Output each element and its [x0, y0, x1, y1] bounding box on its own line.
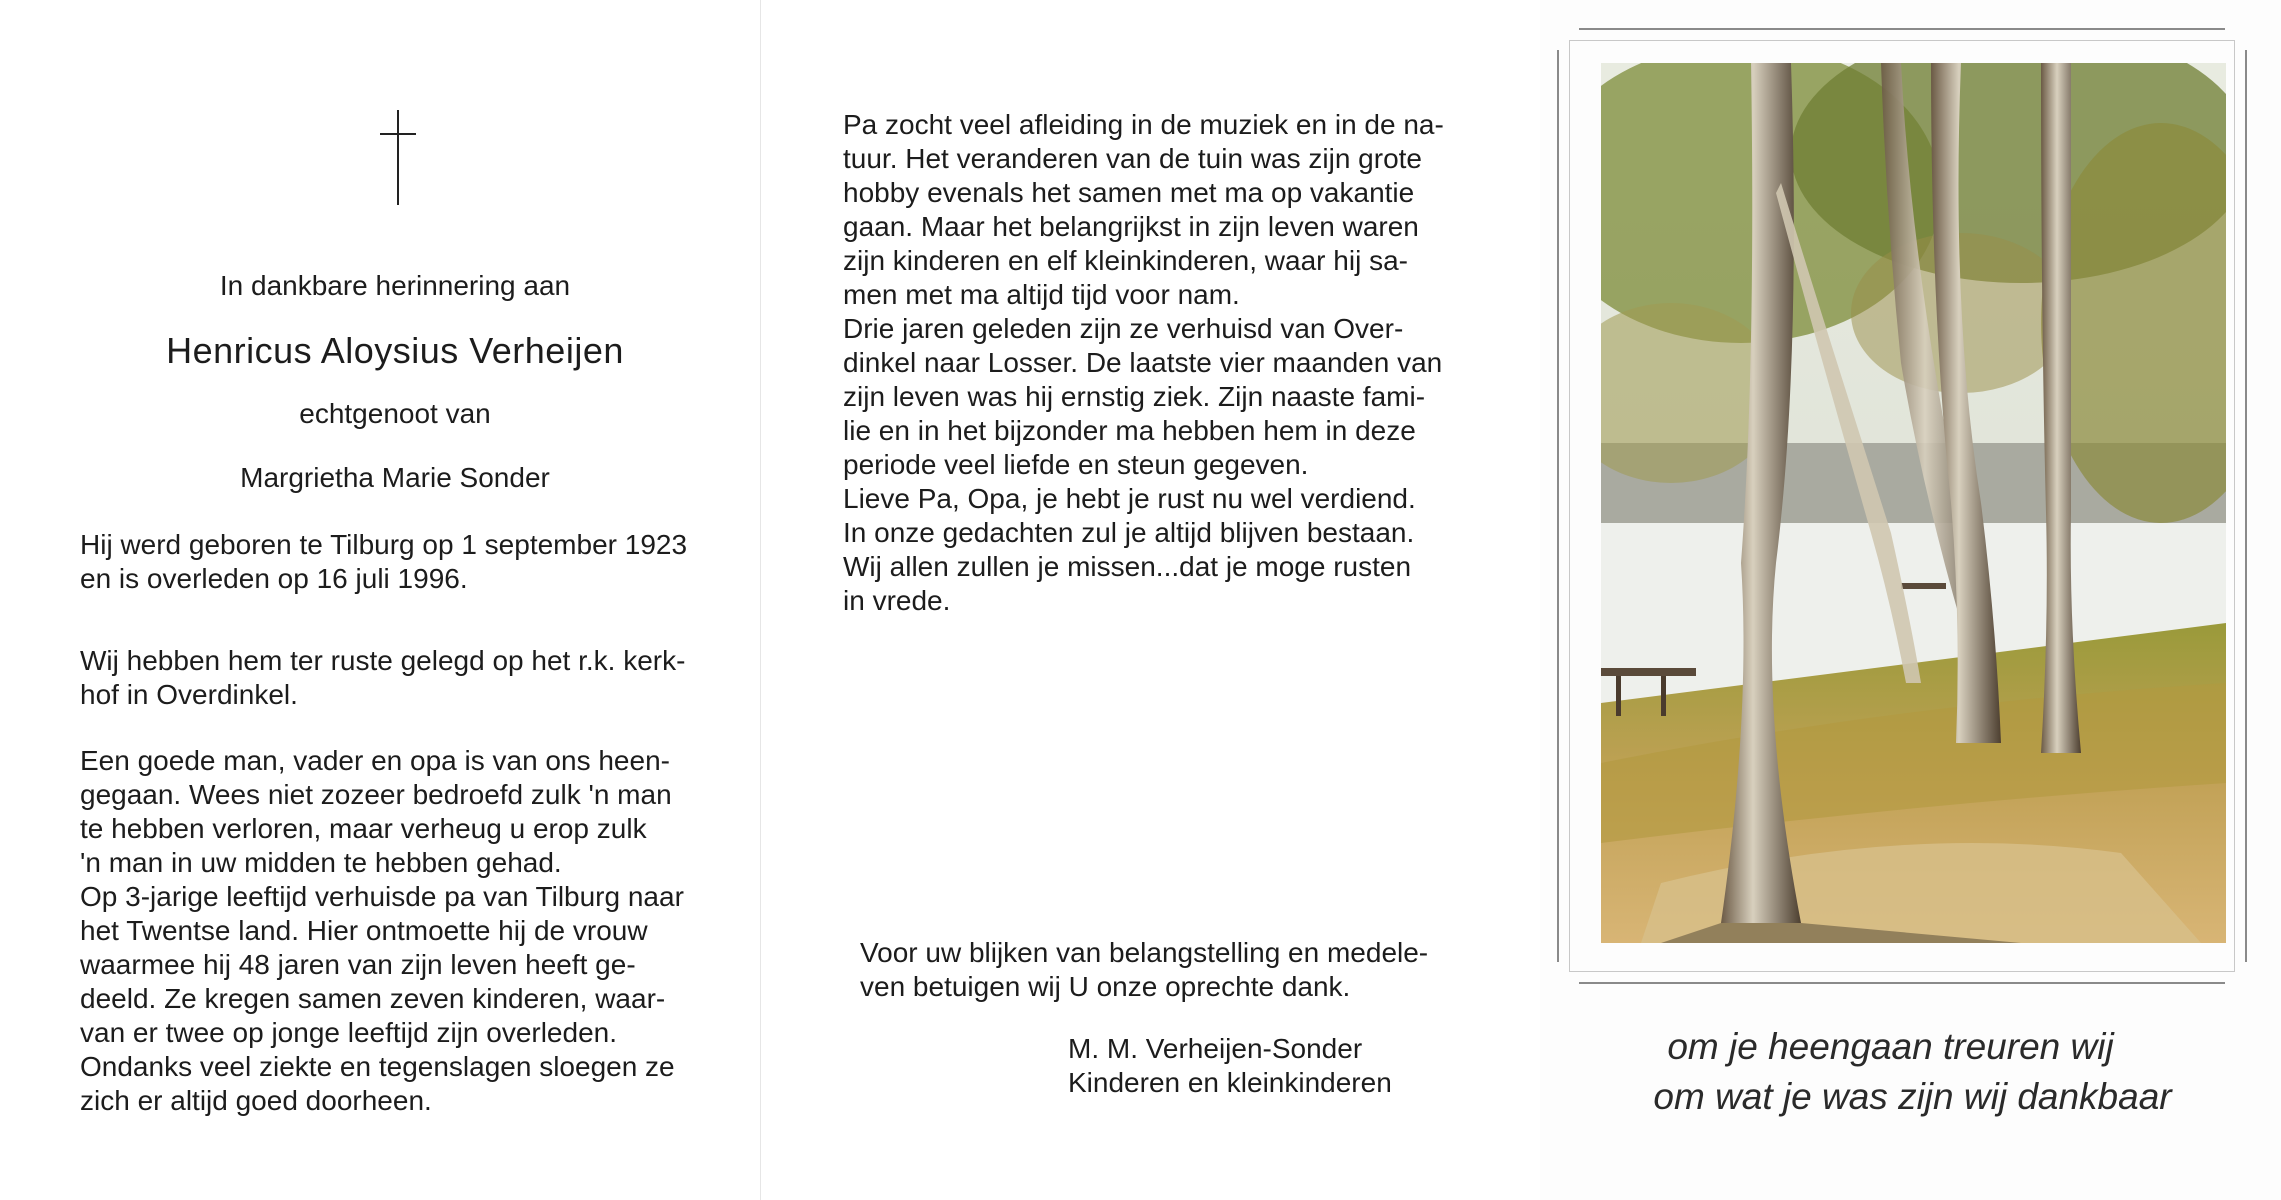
text-line: Hij werd geboren te Tilburg op 1 september 1923	[80, 529, 688, 560]
text-line: Ondanks veel ziekte en tegenslagen sloegen ze	[80, 1051, 675, 1082]
story-paragraph	[80, 744, 684, 1118]
middle-panel	[760, 0, 1540, 1200]
text-line: zijn leven was hij ernstig ziek. Zijn naaste fami-	[843, 381, 1426, 412]
deceased-name: Henricus Aloysius Verheijen	[166, 330, 624, 371]
intro-text: In dankbare herinnering aan	[219, 270, 571, 301]
spouse-label: echtgenoot van	[299, 398, 491, 429]
text-line: zich er altijd goed doorheen.	[80, 1085, 432, 1116]
lakeside-birch-trees-photo	[1601, 63, 2226, 943]
spouse-name: Margrietha Marie Sonder	[240, 462, 550, 493]
text-line: tuur. Het veranderen van de tuin was zijn grote	[843, 143, 1423, 174]
text-line: periode veel liefde en steun gegeven.	[843, 449, 1309, 480]
text-line: men met ma altijd tijd voor nam.	[843, 279, 1240, 310]
signature-line: Kinderen en kleinkinderen	[1068, 1067, 1392, 1098]
poem-line: om wat je was zijn wij dankbaar	[1653, 1076, 2172, 1117]
text-line: hobby evenals het samen met ma op vakantie	[843, 177, 1415, 208]
text-line: Lieve Pa, Opa, je hebt je rust nu wel verdiend.	[843, 483, 1416, 514]
signature-block	[1068, 1032, 1392, 1100]
text-line: het Twentse land. Hier ontmoette hij de vrouw	[80, 915, 648, 946]
right-panel	[1540, 0, 2281, 1200]
text-line: waarmee hij 48 jaren van zijn leven heeft ge-	[80, 949, 636, 980]
text-line: Voor uw blijken van belangstelling en medele-	[860, 937, 1429, 968]
signature-line: M. M. Verheijen-Sonder	[1068, 1033, 1363, 1064]
text-line: Wij allen zullen je missen...dat je moge rusten	[843, 551, 1412, 582]
life-paragraph	[843, 108, 1444, 618]
text-line: deeld. Ze kregen samen zeven kinderen, waar-	[80, 983, 666, 1014]
text-line: hof in Overdinkel.	[80, 679, 298, 710]
text-line: van er twee op jonge leeftijd zijn overleden.	[80, 1017, 618, 1048]
burial-paragraph	[80, 644, 685, 712]
text-line: en is overleden op 16 juli 1996.	[80, 563, 468, 594]
text-line: gaan. Maar het belangrijkst in zijn leven waren	[843, 211, 1419, 242]
cross-icon	[378, 110, 418, 205]
text-line: lie en in het bijzonder ma hebben hem in deze	[843, 415, 1416, 446]
poem-line: om je heengaan treuren wij	[1667, 1026, 2114, 1067]
text-line: zijn kinderen en elf kleinkinderen, waar hij sa-	[843, 245, 1408, 276]
text-line: in vrede.	[843, 585, 951, 616]
text-line: dinkel naar Losser. De laatste vier maanden van	[843, 347, 1443, 378]
text-line: In onze gedachten zul je altijd blijven bestaan.	[843, 517, 1415, 548]
text-line: gegaan. Wees niet zozeer bedroefd zulk 'n man	[80, 779, 672, 810]
text-line: ven betuigen wij U onze oprechte dank.	[860, 971, 1351, 1002]
text-line: Wij hebben hem ter ruste gelegd op het r.k. kerk-	[80, 645, 686, 676]
text-line: Pa zocht veel afleiding in de muziek en in de na-	[843, 109, 1444, 140]
left-panel	[0, 0, 760, 1200]
text-line: Drie jaren geleden zijn ze verhuisd van Over-	[843, 313, 1404, 344]
text-line: te hebben verloren, maar verheug u erop zulk	[80, 813, 647, 844]
text-line: 'n man in uw midden te hebben gehad.	[80, 847, 562, 878]
text-line: Een goede man, vader en opa is van ons heen-	[80, 745, 670, 776]
birth-paragraph	[80, 528, 687, 596]
text-line: Op 3-jarige leeftijd verhuisde pa van Tilburg naar	[80, 881, 684, 912]
thanks-paragraph	[860, 936, 1428, 1004]
